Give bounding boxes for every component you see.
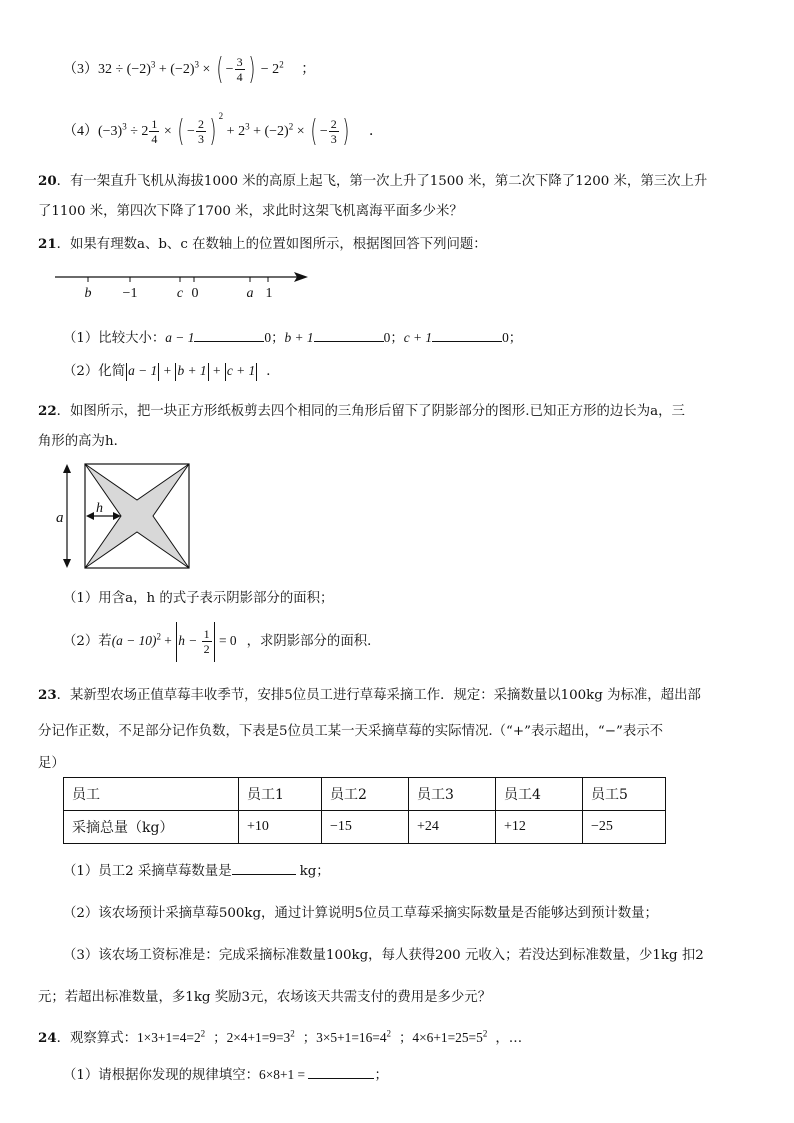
exponent: 2 <box>279 59 284 70</box>
q22-line1 <box>38 400 685 419</box>
exponent: 2 <box>288 121 294 132</box>
q19-part3-term1: 32 ÷ (−2) <box>98 62 151 77</box>
q23-part3-line1 <box>63 944 704 963</box>
q19-part4-term5: + (−2) <box>249 124 289 139</box>
equals-zero: = 0 <box>215 633 237 648</box>
q24-part1 <box>63 1064 388 1083</box>
q24-equation-2: 2×4+1=9=3 <box>226 1030 291 1045</box>
paren-close: ) <box>342 113 350 149</box>
q22-part2-h: h − <box>178 633 201 648</box>
axis-label-0: 0 <box>191 286 199 301</box>
q24-equation-4: 4×6+1=25=5 <box>412 1030 483 1045</box>
denominator: 3 <box>197 132 204 147</box>
exponent: 2 <box>218 111 224 122</box>
table-cell: −25 <box>583 811 666 844</box>
table-header-row <box>64 778 666 811</box>
denominator: 3 <box>330 132 337 147</box>
paren-open: ( <box>177 113 185 149</box>
separator: ； <box>508 331 523 346</box>
abs-bar <box>214 622 215 662</box>
numerator: 1 <box>151 117 158 132</box>
q23-line2 <box>38 720 663 739</box>
q23-part1-unit: kg； <box>299 864 330 879</box>
q21-part2 <box>63 360 280 381</box>
numerator: 2 <box>197 117 204 132</box>
plus: + <box>209 363 224 378</box>
q19-part4-times2: × <box>293 124 309 139</box>
q19-part3-label: （3） <box>63 62 98 77</box>
paren-open: ( <box>216 51 224 87</box>
arrow-up-icon <box>63 464 71 473</box>
q19-part4-sign2: − <box>319 124 328 139</box>
zero: 0 <box>502 330 509 345</box>
q19-part3-fraction <box>235 55 245 84</box>
exponent: 2 <box>290 1028 295 1039</box>
abs-term-1: a − 1 <box>128 363 158 378</box>
table-cell: +24 <box>409 811 496 844</box>
separator: ； <box>271 331 285 346</box>
answer-blank[interactable] <box>314 327 384 342</box>
q22-text2: 角形的高为h． <box>38 434 127 449</box>
q22-part2-end: ，求阴影部分的面积． <box>246 634 381 649</box>
numerator: 3 <box>236 55 243 70</box>
separator: ； <box>399 1031 413 1046</box>
q19-part4-times: × <box>160 124 176 139</box>
exponent: 2 <box>156 631 161 642</box>
exponent: 3 <box>194 59 200 70</box>
q23-number: 23 <box>38 687 57 703</box>
abs-term-2: b + 1 <box>177 363 207 378</box>
q24-number: 24 <box>38 1030 57 1046</box>
plus: + <box>160 633 176 648</box>
q23-part1 <box>63 860 330 879</box>
plus: + <box>160 363 175 378</box>
q23-text1: ．某新型农场正值草莓丰收季节，安排5位员工进行草莓采摘工作．规定：采摘数量以100kg 为标准，超出部 <box>56 688 701 703</box>
exponent: 3 <box>122 121 127 132</box>
q23-part3-text2: 元；若超出标准数量，多1kg 奖励3元，农场该天共需支付的费用是多少元？ <box>38 990 492 1005</box>
table-cell: +12 <box>496 811 583 844</box>
q23-line3 <box>38 752 65 771</box>
q19-part3 <box>63 50 315 90</box>
q22-part2-fraction <box>202 627 212 656</box>
q19-part3-term4: − 2 <box>257 62 280 77</box>
q19-part3-sign: − <box>225 62 234 77</box>
table-cell: 采摘总量（kg） <box>64 811 239 844</box>
exponent: 2 <box>482 1028 488 1039</box>
separator: ； <box>302 1031 317 1046</box>
end-mark: ； <box>374 1068 388 1083</box>
table-cell: 员工 <box>64 778 239 811</box>
q20-number: 20 <box>38 173 57 189</box>
side-label-a: a <box>56 510 64 526</box>
q20-text1: ．有一架直升飞机从海拔1000 米的高原上起飞，第一次上升了1500 米，第二次下降了1200 米，第三次上升 <box>56 174 708 189</box>
table-cell: 员工2 <box>322 778 409 811</box>
axis-label-b: b <box>84 286 92 301</box>
q22-part2-term1: (a − 10) <box>111 633 157 648</box>
q19-part4-end: ． <box>368 124 383 139</box>
table-cell: +10 <box>239 811 322 844</box>
q21-part1-expr-c: c + 1 <box>403 330 433 345</box>
q22-line2 <box>38 430 127 449</box>
q23-part3-text1: （3）该农场工资标准是：完成采摘标准数量100kg，每人获得200 元收入；若没达到标准数量，少1kg 扣2 <box>63 948 704 963</box>
q21-text: ．如果有理数a、b、c 在数轴上的位置如图所示，根据图回答下列问题： <box>56 237 487 252</box>
q19-part4-sign1: − <box>187 124 195 139</box>
q19-part4-fraction1 <box>196 117 206 146</box>
q22-part2 <box>63 620 381 662</box>
q23-part2 <box>63 902 658 921</box>
q22-text1: ．如图所示，把一块正方形纸板剪去四个相同的三角形后留下了阴影部分的图形.已知正方形的边长为a，三 <box>56 404 685 419</box>
q20-line1 <box>38 170 707 189</box>
q24-equation-1: 1×3+1=4=2 <box>136 1030 201 1045</box>
denominator: 4 <box>236 70 243 85</box>
numerator: 1 <box>203 627 210 642</box>
answer-blank[interactable] <box>232 860 296 875</box>
q22-number: 22 <box>38 403 57 419</box>
exponent: 2 <box>200 1028 206 1039</box>
exponent: 3 <box>245 121 250 132</box>
table-cell: 员工3 <box>409 778 496 811</box>
q19-part4-term1: (−3) <box>98 124 123 139</box>
numerator: 2 <box>330 117 337 132</box>
axis-label-neg1: −1 <box>122 286 138 301</box>
paren-close: ) <box>209 113 217 149</box>
exponent: 3 <box>150 59 156 70</box>
number-line-figure <box>50 266 320 306</box>
q19-part3-end: ； <box>301 62 316 77</box>
q19-part4 <box>63 112 383 152</box>
q23-part1-text: （1）员工2 采摘草莓数量是 <box>63 864 232 879</box>
q19-part4-mixed-whole: ÷ 2 <box>126 124 149 139</box>
q20-line2 <box>38 200 463 219</box>
paren-close: ) <box>247 51 255 87</box>
end-mark: ． <box>266 364 280 379</box>
axis-label-a: a <box>246 286 254 301</box>
q22-part2-label: （2）若 <box>63 634 112 649</box>
q19-part3-term2: + (−2) <box>155 62 195 77</box>
q22-part1 <box>63 587 333 606</box>
table-cell: 员工1 <box>239 778 322 811</box>
zero: 0 <box>264 330 272 345</box>
square-star-figure <box>50 460 200 572</box>
q23-text2: 分记作正数，不足部分记作负数，下表是5位员工某一天采摘草莓的实际情况.（“+”表示超出，“−”表示不 <box>38 724 664 739</box>
q19-part4-fraction2 <box>329 117 339 146</box>
zero: 0 <box>383 330 391 345</box>
q21-part1 <box>63 327 522 346</box>
q23-part2-text: （2）该农场预计采摘草莓500kg，通过计算说明5位员工草莓采摘实际数量是否能够达到预计数量； <box>63 906 658 921</box>
paren-open: ( <box>310 113 318 149</box>
q21-part1-label: （1）比较大小： <box>63 331 166 346</box>
table-row <box>64 811 666 844</box>
answer-blank[interactable] <box>308 1064 374 1079</box>
denominator: 2 <box>203 642 210 657</box>
q22-part1-text: （1）用含a，h 的式子表示阴影部分的面积； <box>63 591 334 606</box>
q19-part4-term4: + 2 <box>223 124 246 139</box>
q21-stem <box>38 233 487 252</box>
answer-blank[interactable] <box>432 327 502 342</box>
q24-part1-label: （1）请根据你发现的规律填空： <box>63 1068 259 1083</box>
q24-stem <box>38 1027 522 1046</box>
height-label-h: h <box>96 501 103 516</box>
table-cell: −15 <box>322 811 409 844</box>
q24-stem-label: ．观察算式： <box>56 1031 137 1046</box>
harvest-table <box>63 777 666 844</box>
q21-part2-label: （2）化简 <box>63 364 126 379</box>
q20-text2: 了1100 米，第四次下降了1700 米，求此时这架飞机离海平面多少米？ <box>38 204 463 219</box>
q21-number: 21 <box>38 236 57 252</box>
abs-term-3: c + 1 <box>226 363 256 378</box>
q24-part1-expr: 6×8+1 = <box>259 1067 309 1082</box>
q24-equation-3: 3×5+1=16=4 <box>316 1030 387 1045</box>
axis-label-c: c <box>176 286 184 301</box>
denominator: 4 <box>151 132 158 147</box>
q23-text3: 足） <box>38 756 65 771</box>
q19-part4-mixed-fraction <box>149 117 159 146</box>
q23-part3-line2 <box>38 986 491 1005</box>
abs-bar <box>208 363 209 381</box>
abs-bar <box>225 363 226 381</box>
q19-part4-label: （4） <box>63 124 98 139</box>
axis-label-1: 1 <box>265 286 273 301</box>
arrow-down-icon <box>63 559 71 568</box>
table-cell: 员工5 <box>583 778 666 811</box>
table-cell: 员工4 <box>496 778 583 811</box>
separator: ； <box>213 1031 227 1046</box>
q23-line1 <box>38 684 701 703</box>
q19-part3-times: × <box>199 62 214 77</box>
exponent: 2 <box>386 1028 392 1039</box>
abs-bar <box>126 363 127 381</box>
abs-bar <box>256 363 257 381</box>
ellipsis: ，… <box>495 1031 523 1046</box>
separator: ； <box>390 331 404 346</box>
q21-part1-expr-a: a − 1 <box>165 330 195 345</box>
q21-part1-expr-b: b + 1 <box>284 330 314 345</box>
answer-blank[interactable] <box>194 327 264 342</box>
